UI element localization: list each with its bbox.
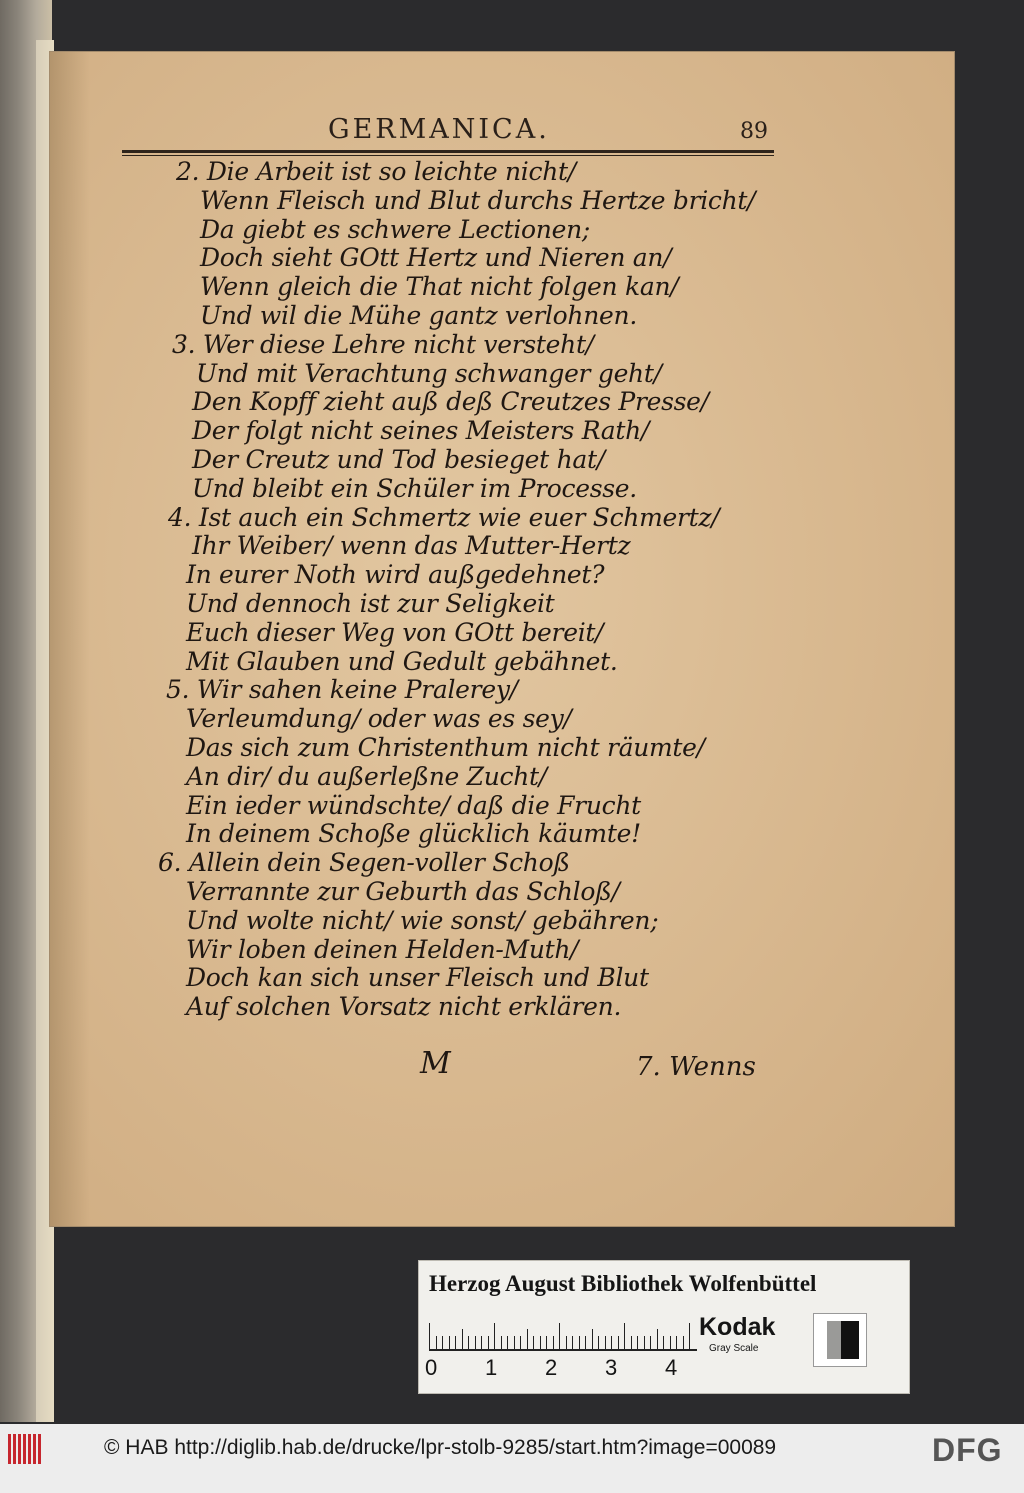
signature-mark: M [420, 1046, 451, 1081]
ruler-number: 2 [545, 1355, 558, 1380]
verse-line: Den Kopff zieht auß deß Creutzes Presse/ [192, 387, 709, 417]
ruler-tick [540, 1336, 541, 1349]
ruler-tick [501, 1336, 502, 1349]
gray-scale-label: Gray Scale [709, 1343, 759, 1354]
ruler-tick [585, 1336, 586, 1349]
verse-line: Wenn Fleisch und Blut durchs Hertze bricht/ [200, 185, 756, 215]
ruler-tick [488, 1336, 489, 1349]
ruler-tick [618, 1336, 619, 1349]
ruler-number: 3 [605, 1355, 618, 1380]
ruler-tick [572, 1336, 573, 1349]
ruler-tick [436, 1336, 437, 1349]
ruler-tick [468, 1336, 469, 1349]
catchword: 7. Wenns [636, 1052, 756, 1082]
verse-line: 6. Allein dein Segen-voller Schoß [158, 848, 570, 878]
ruler-tick [475, 1336, 476, 1349]
verse-line: Und wil die Mühe gantz verlohnen. [200, 301, 637, 330]
verse-line: Und dennoch ist zur Seligkeit [186, 589, 555, 618]
header-rule-thin [122, 155, 774, 156]
verse-line: 2. Die Arbeit ist so leichte nicht/ [176, 157, 576, 186]
verse-line: Wenn gleich die That nicht folgen kan/ [200, 272, 679, 302]
verse-line: Und bleibt ein Schüler im Processe. [192, 473, 637, 503]
verse-line: 4. Ist auch ein Schmertz wie euer Schmertz/ [168, 502, 720, 532]
black-patch [841, 1321, 859, 1359]
verse-line: Ein ieder wündschte/ daß die Frucht [186, 790, 641, 820]
verse-line: Wir loben deinen Helden-Muth/ [186, 934, 579, 964]
ruler-tick [455, 1336, 456, 1349]
card-title: Herzog August Bibliothek Wolfenbüttel [429, 1271, 817, 1296]
ruler-tick [611, 1336, 612, 1349]
ruler-tick [514, 1336, 515, 1349]
kodak-logo: Kodak [699, 1313, 776, 1341]
verse-line: Das sich zum Christenthum nicht räumte/ [186, 733, 705, 762]
ruler-number: 4 [665, 1355, 678, 1380]
gutter-shadow [50, 52, 90, 1226]
color-reference-card [418, 1260, 910, 1394]
verse-line: Doch kan sich unser Fleisch und Blut [186, 963, 649, 993]
ruler-tick [449, 1336, 450, 1349]
running-title: GERMANICA. [328, 114, 550, 145]
verse-line: An dir/ du außerleßne Zucht/ [186, 761, 547, 791]
verse-line: Verleumdung/ oder was es sey/ [186, 704, 572, 734]
ruler-tick [631, 1336, 632, 1349]
ruler-tick [494, 1323, 495, 1349]
ruler-tick [579, 1336, 580, 1349]
ruler-tick [670, 1336, 671, 1349]
verse-line: 5. Wir sahen keine Pralerey/ [166, 675, 518, 705]
ruler-number: 1 [485, 1355, 498, 1380]
ruler-tick [533, 1336, 534, 1349]
page-number: 89 [740, 119, 768, 144]
ruler-tick [566, 1336, 567, 1349]
verse-line: Und mit Verachtung schwanger geht/ [196, 358, 662, 388]
ruler [429, 1321, 697, 1351]
gray-patch [827, 1321, 841, 1359]
ruler-tick [429, 1323, 430, 1349]
ruler-number: 0 [425, 1355, 438, 1380]
verse-line: Da giebt es schwere Lectionen; [200, 214, 590, 244]
ruler-tick [605, 1336, 606, 1349]
ruler-tick [650, 1336, 651, 1349]
verse-line: 3. Wer diese Lehre nicht versteht/ [172, 329, 594, 359]
hab-logo-icon [8, 1434, 42, 1464]
ruler-tick [546, 1336, 547, 1349]
ruler-tick [676, 1336, 677, 1349]
ruler-tick [598, 1336, 599, 1349]
verse-line: Verrannte zur Geburth das Schloß/ [186, 877, 620, 906]
verse-line: Ihr Weiber/ wenn das Mutter-Hertz [192, 531, 631, 561]
ruler-tick [507, 1336, 508, 1349]
ruler-tick [689, 1323, 690, 1349]
ruler-tick [657, 1329, 658, 1349]
verse-line: In deinem Schoße glücklich käumte! [186, 819, 641, 849]
ruler-tick [644, 1336, 645, 1349]
verse-line: In eurer Noth wird außgedehnet? [186, 560, 605, 590]
verse-line: Auf solchen Vorsatz nicht erklären. [186, 992, 622, 1022]
ruler-tick [462, 1329, 463, 1349]
ruler-tick [481, 1336, 482, 1349]
ruler-tick [624, 1323, 625, 1349]
ruler-tick [553, 1336, 554, 1349]
ruler-tick [442, 1336, 443, 1349]
verse-line: Und wolte nicht/ wie sonst/ gebähren; [186, 905, 659, 935]
ruler-tick [527, 1329, 528, 1349]
ruler-tick [520, 1336, 521, 1349]
ruler-tick [637, 1336, 638, 1349]
verse-line: Der Creutz und Tod besieget hat/ [192, 445, 605, 474]
footer-bar [0, 1424, 1024, 1493]
ruler-tick [663, 1336, 664, 1349]
header-rule [122, 150, 774, 153]
verse-line: Der folgt nicht seines Meisters Rath/ [192, 416, 650, 446]
verse-line: Doch sieht GOtt Hertz und Nieren an/ [200, 243, 672, 273]
verse-line: Euch dieser Weg von GOtt bereit/ [186, 617, 604, 647]
ruler-tick [592, 1329, 593, 1349]
footer-citation: © HAB http://diglib.hab.de/drucke/lpr-stolb-9285/start.htm?image=00089 [104, 1436, 777, 1459]
ruler-tick [683, 1336, 684, 1349]
gray-scale-swatch [813, 1313, 867, 1367]
dfg-logo: DFG [932, 1432, 1003, 1468]
verse-line: Mit Glauben und Gedult gebähnet. [186, 646, 618, 676]
ruler-tick [559, 1323, 560, 1349]
